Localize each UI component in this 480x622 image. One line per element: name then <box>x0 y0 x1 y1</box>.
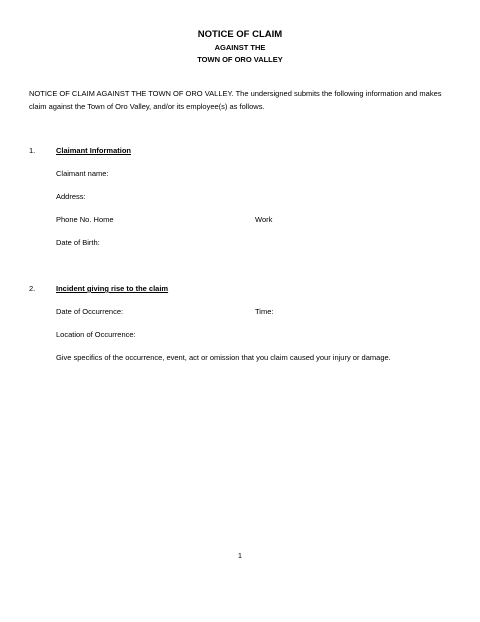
document-subtitle-town: TOWN OF ORO VALLEY <box>197 55 283 64</box>
section-1-number: 1. <box>29 146 36 155</box>
time-label: Time: <box>255 307 274 316</box>
section-1-heading: Claimant Information <box>56 146 132 155</box>
address-label: Address: <box>56 192 86 201</box>
section-2-heading: Incident giving rise to the claim <box>56 284 169 293</box>
intro-paragraph: NOTICE OF CLAIM AGAINST THE TOWN OF ORO VALLEY. The undersigned submits the following information and makes claim against the Town of Oro Valley, and/or its employee(s) as follows. <box>29 89 442 111</box>
phone-work-label: Work <box>255 215 273 224</box>
claimant-name-label: Claimant name: <box>56 169 109 178</box>
document-title: NOTICE OF CLAIM <box>197 29 283 40</box>
date-of-occurrence-label: Date of Occurrence: <box>56 307 124 316</box>
section-2-number: 2. <box>29 284 36 293</box>
page-number: 1 <box>237 551 243 560</box>
phone-home-label: Phone No. Home <box>56 215 114 224</box>
document-subtitle-against: AGAINST THE <box>214 43 266 52</box>
occurrence-specifics-label: Give specifics of the occurrence, event, act or omission that you claim caused your injury or damage. <box>56 353 391 362</box>
location-of-occurrence-label: Location of Occurrence: <box>56 330 136 339</box>
date-of-birth-label: Date of Birth: <box>56 238 100 247</box>
